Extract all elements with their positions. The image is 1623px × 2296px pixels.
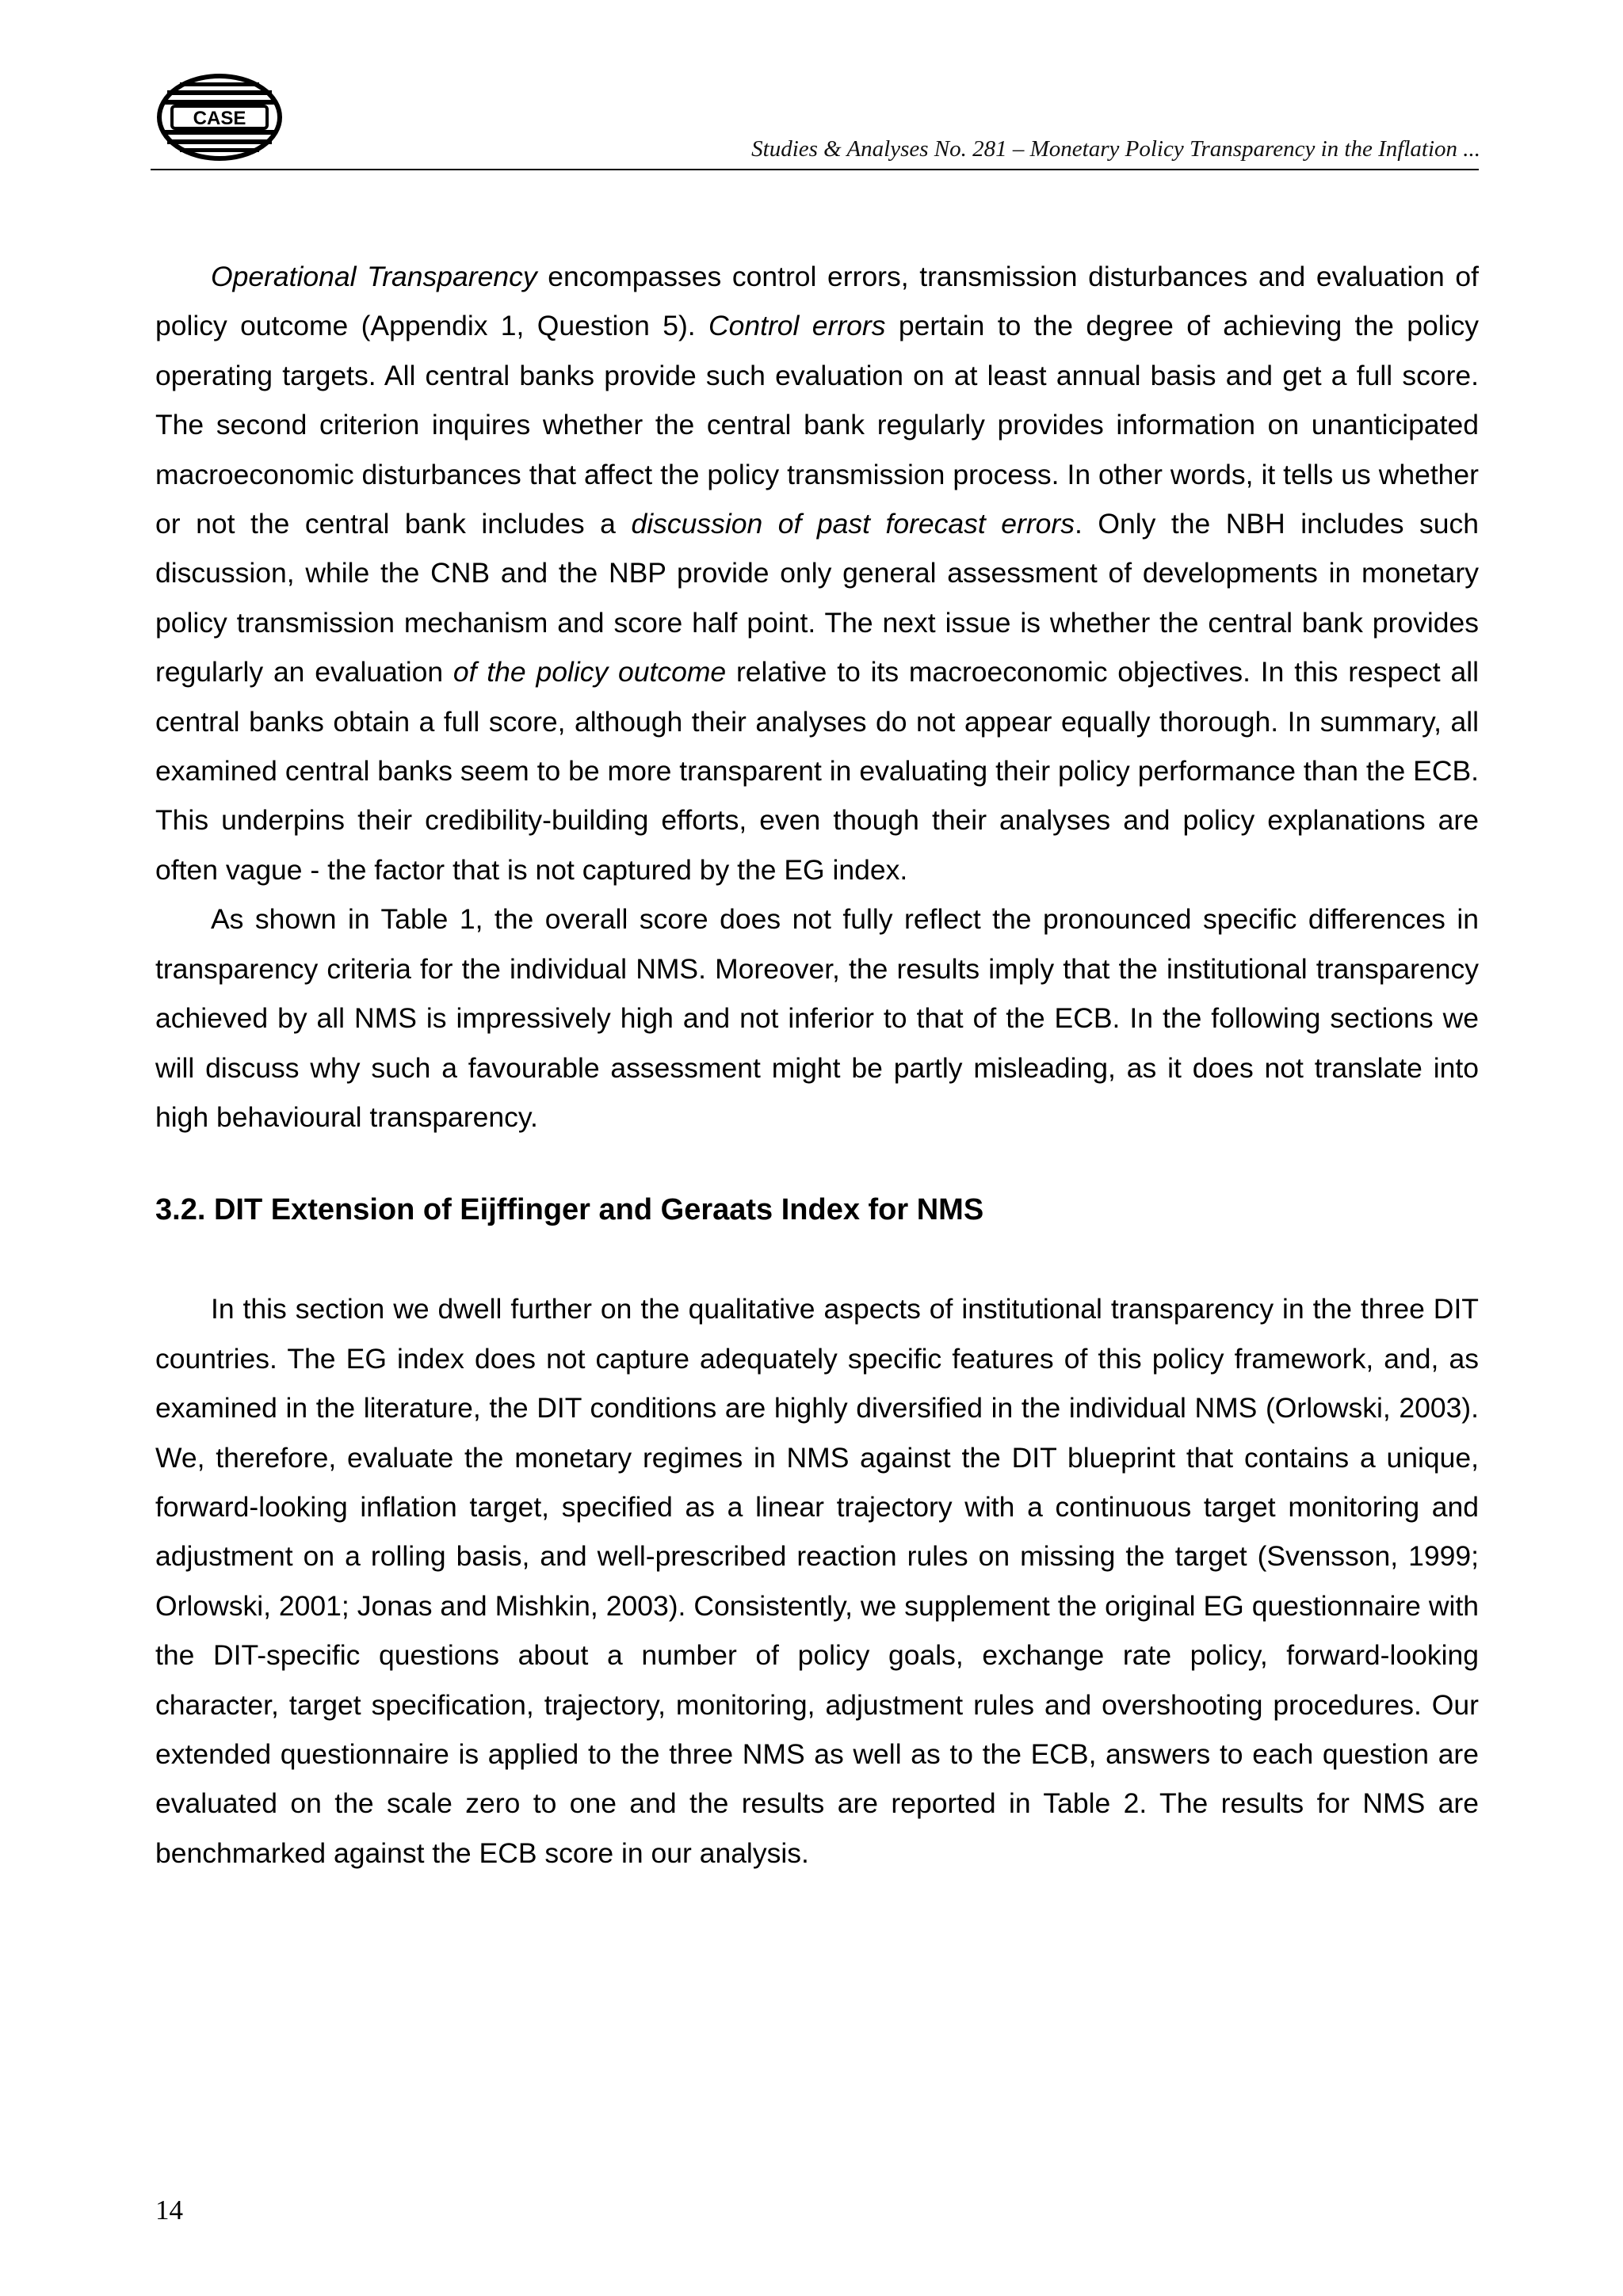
- paragraph-text: pertain to the degree of achieving the policy operating targets. All central banks provide such evaluation on at least annual basis and get a full score. The second criterion inquires whether the central bank regularly provides information on unanticipated macroeconomic disturbances that affect the policy transmission process. In other words, it tells us whether or not the central bank includes a: [155, 310, 1480, 540]
- page-number: 14: [155, 2195, 183, 2225]
- paragraph-table1-summary: As shown in Table 1, the overall score does not fully reflect the pronounced specific differences in transparency criteria for the individual NMS. Moreover, the results imply that the institutional transparency achieved by all NMS is impressively high and not inferior to that of the ECB. In the following sections we will discuss why such a favourable assessment might be partly misleading, as it does not translate into high behavioural transparency.: [155, 903, 1479, 1133]
- term-control-errors: Control errors: [708, 310, 886, 342]
- paragraph-operational-transparency: [155, 252, 1479, 894]
- paragraph-text: relative to its macroeconomic objectives. In this respect all central banks obtain a full score, although their analyses do not appear equally thorough. In summary, all examined central banks seem to be more transparent in evaluating their policy performance than the ECB. This underpins their credibility-building efforts, even though their analyses and policy explanations are often vague - the factor that is not captured by the EG index.: [155, 656, 1479, 886]
- section-heading: 3.2. DIT Extension of Eijffinger and Geraats Index for NMS: [155, 1193, 984, 1227]
- case-logo-text: CASE: [193, 108, 246, 129]
- term-operational-transparency: Operational Transparency: [211, 261, 537, 292]
- paragraph-text: encompasses control errors, transmission disturbances and evaluation of policy outcome (Appendix 1, Question 5).: [155, 261, 1479, 342]
- running-header-title: Studies & Analyses No. 281 – Monetary Policy Transparency in the Inflation ...: [751, 136, 1480, 162]
- case-logo: [156, 73, 283, 162]
- header-divider: [151, 169, 1479, 170]
- paragraph-dit-extension: In this section we dwell further on the qualitative aspects of institutional transparency in the three DIT countries. The EG index does not capture adequately specific features of this policy framework, and, as examined in the literature, the DIT conditions are highly diversified in the individual NMS (Orlowski, 2003). We, therefore, evaluate the monetary regimes in NMS against the DIT blueprint that contains a unique, forward-looking inflation target, specified as a linear trajectory with a continuous target monitoring and adjustment on a rolling basis, and well-prescribed reaction rules on missing the target (Svensson, 1999; Orlowski, 2001; Jonas and Mishkin, 2003). Consistently, we supplement the original EG questionnaire with the DIT-specific questions about a number of policy goals, exchange rate policy, forward-looking character, target specification, trajectory, monitoring, adjustment rules and overshooting procedures. Our extended questionnaire is applied to the three NMS as well as to the ECB, answers to each question are evaluated on the scale zero to one and the results are reported in Table 2. The results for NMS are benchmarked against the ECB score in our analysis.: [155, 1293, 1479, 1869]
- page-body: [155, 252, 1479, 1878]
- term-past-forecast-errors: discussion of past forecast errors: [631, 508, 1075, 540]
- term-policy-outcome: of the policy outcome: [453, 656, 727, 688]
- paragraph-text: . Only the NBH includes such discussion, while the CNB and the NBP provide only general assessment of developments in monetary policy transmission mechanism and score half point. The next issue is whether the central bank provides regularly an evaluation: [155, 508, 1479, 688]
